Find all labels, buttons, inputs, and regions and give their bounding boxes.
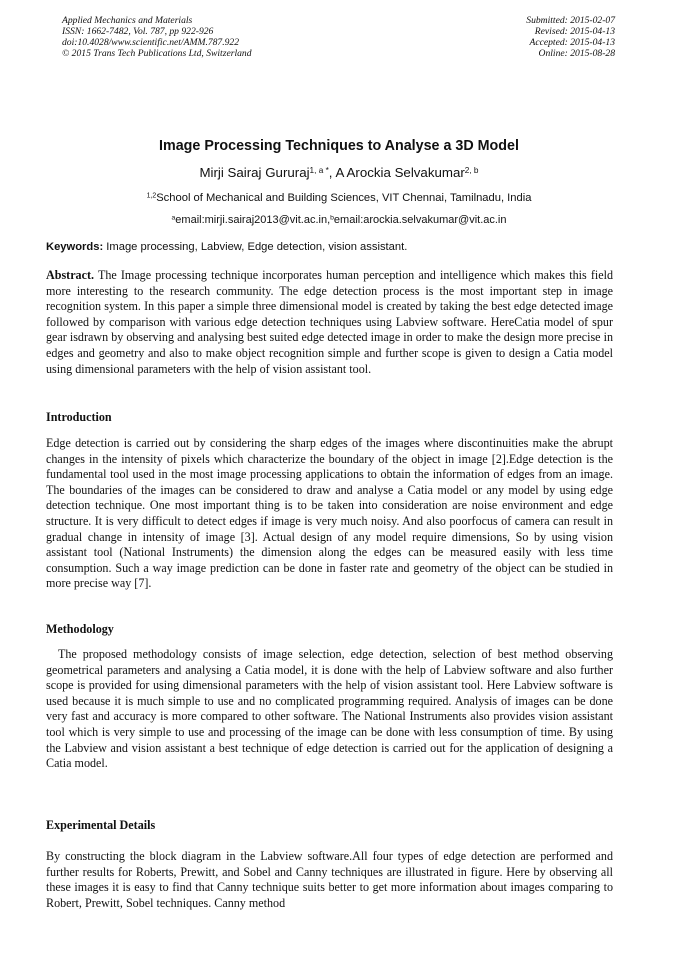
journal-info (62, 15, 252, 59)
accepted-date: Accepted: 2015-04-13 (529, 37, 615, 48)
author-1-marker: 1, a * (309, 165, 329, 175)
author-2: A Arockia Selvakumar (335, 165, 465, 180)
email-line (0, 214, 678, 226)
affiliation (0, 192, 678, 204)
online-date: Online: 2015-08-28 (538, 48, 615, 59)
author-line (0, 165, 678, 180)
email-a-marker: a (171, 214, 176, 222)
introduction-text: Edge detection is carried out by considering the sharp edges of the images where discontinuities make the abrupt changes in the intensity of pixels which characterize the boundary of the object in image [2].Edge detection is the fundamental tool used in the most image processing applications to obtain the information of edges from an image. The boundaries of the images can be considered to draw and analyse a Catia model or any model by using edge detection technique. One most important thing is to be taken into consideration are noise environment and edge structure. It is very difficult to detect edges if image is very much noisy. And also poorfocus of camera can result in gradual change in intensity of image [3]. Actual design of any model require dimensions, So by using vision assistant tool (National Instruments) the dimension along the edges can be measured easily with less time consumption. Such a way image prediction can be done in faster rate and geometry of the object can be studied in more precise way [7]. (46, 436, 613, 591)
abstract-text: The Image processing technique incorporates human perception and intelligence which makes this field more interesting to the research community. The edge detection process is the most important step in image recognition system. In this paper a simple three dimensional model is created by taking the best edge detected image followed by comparison with various edge detection techniques using Labview software. HereCatia model of spur gear isdrawn by observing and analysing best suited edge detected image in order to make the design more precise in edges and geometry and also to make object recognition simple and further scope is given to design a Catia model using dimensional parameters with the help of vision assistant tool. (46, 268, 613, 376)
keywords (46, 241, 634, 253)
introduction-heading: Introduction (46, 410, 112, 424)
abstract-label: Abstract. (46, 268, 95, 282)
email-b-marker: b (330, 214, 334, 222)
journal-issn: ISSN: 1662-7482, Vol. 787, pp 922-926 (62, 26, 214, 37)
experimental-text: By constructing the block diagram in the Labview software.All four types of edge detection are performed and further results for Roberts, Prewitt, and Sobel and Canny techniques are illustrated in figure. Here by observing all these images it is easy to find that Canny technique suits better to get more information about images comparing to Robert, Prewitt, Sobel techniques. Canny method (46, 849, 613, 910)
affiliation-text: School of Mechanical and Building Sciences, VIT Chennai, Tamilnadu, India (156, 192, 532, 204)
journal-name: Applied Mechanics and Materials (62, 15, 193, 26)
keywords-label: Keywords: (46, 241, 104, 253)
author-2-marker: 2, b (464, 165, 479, 175)
journal-doi: doi:10.4028/www.scientific.net/AMM.787.922 (62, 37, 240, 48)
submitted-date: Submitted: 2015-02-07 (526, 15, 615, 26)
email-a: email:mirji.sairaj2013@vit.ac.in, (175, 214, 331, 226)
keywords-text: Image processing, Labview, Edge detection, vision assistant. (103, 241, 408, 253)
submission-dates (526, 15, 615, 59)
paper-title: Image Processing Techniques to Analyse a 3D Model (159, 138, 519, 154)
journal-copyright: © 2015 Trans Tech Publications Ltd, Switzerland (62, 48, 252, 59)
methodology-heading: Methodology (46, 622, 114, 636)
email-b: email:arockia.selvakumar@vit.ac.in (333, 214, 507, 226)
methodology-text: The proposed methodology consists of image selection, edge detection, selection of best method observing geometrical parameters and analysing a Catia model, it is done with the help of Labview software and also further scope is provided for using dimensional parameters with the help of vision assistant tool. Here Labview software is used because it is much simple to use and no complicated programming required. Analysis of images can be done very fast and accuracy is more compared to other software. The National Instruments also provides vision assistant tool which is very simple to use and processing of the image can be done with less consumption of time. By using the Labview and vision assistant a best technique of edge detection is carried out for the application of designing a Catia model. (46, 647, 613, 771)
affiliation-marker: 1,2 (146, 192, 157, 200)
abstract (46, 268, 613, 377)
author-separator: , (328, 165, 336, 180)
revised-date: Revised: 2015-04-13 (534, 26, 615, 37)
experimental-heading: Experimental Details (46, 818, 156, 832)
author-1: Mirji Sairaj Gururaj (199, 165, 310, 180)
